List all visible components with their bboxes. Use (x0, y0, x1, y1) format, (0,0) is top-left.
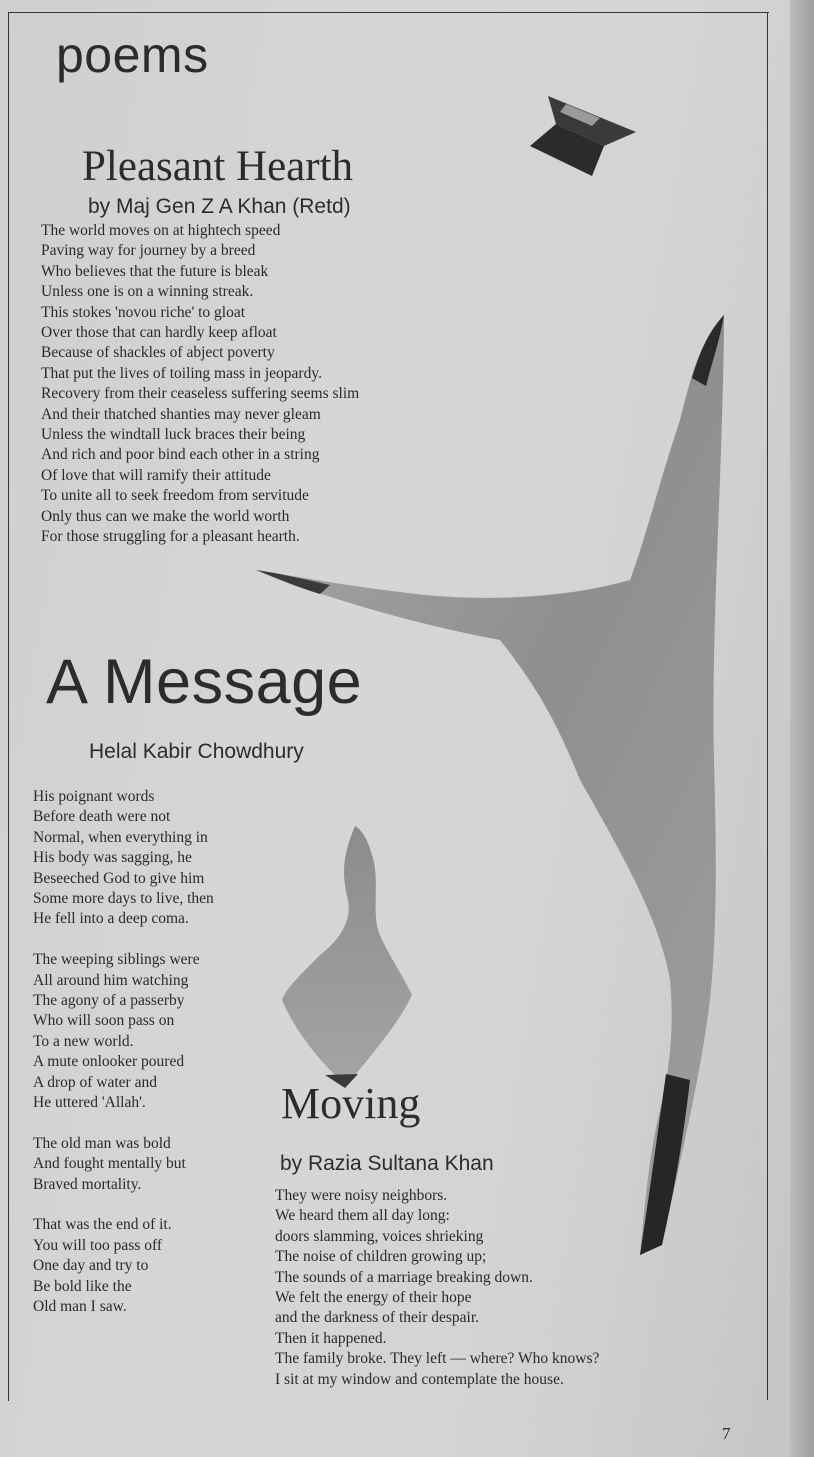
poem-line: Recovery from their ceaseless suffering seems slim (41, 385, 360, 403)
poem-line: We heard them all day long: (275, 1207, 450, 1225)
poem-byline-moving: by Razia Sultana Khan (280, 1152, 494, 1175)
poem-body-a-message (33, 787, 214, 1318)
poem-line: That was the end of it. (33, 1216, 172, 1234)
poem-line: Braved mortality. (33, 1175, 142, 1193)
poem-body-moving (275, 1186, 599, 1390)
poem-line: To unite all to seek freedom from servitude (41, 487, 309, 505)
poem-line: Old man I saw. (33, 1298, 127, 1316)
poem-body-pleasant-hearth (41, 221, 359, 548)
poem-line: The sounds of a marriage breaking down. (275, 1268, 533, 1286)
poem-line: And rich and poor bind each other in a string (41, 446, 320, 464)
poem-line: Normal, when everything in (33, 828, 208, 846)
poem-line: All around him watching (33, 971, 189, 989)
poem-line: To a new world. (33, 1032, 134, 1050)
poem-line: This stokes 'novou riche' to gloat (41, 303, 246, 321)
poem-title-pleasant-hearth: Pleasant Hearth (82, 143, 354, 190)
poem-line: Before death were not (33, 808, 171, 826)
poem-line: Some more days to live, then (33, 890, 214, 908)
poem-line: That put the lives of toiling mass in jeopardy. (41, 364, 322, 382)
poem-line: Only thus can we make the world worth (41, 507, 290, 525)
poem-line: Who will soon pass on (33, 1012, 175, 1030)
poem-line: The noise of children growing up; (275, 1248, 487, 1266)
poem-line: Who believes that the future is bleak (41, 262, 269, 280)
drop-shape (282, 826, 412, 1085)
poem-line: His body was sagging, he (33, 849, 192, 867)
stanza-gap (33, 1195, 214, 1215)
poem-line: The weeping siblings were (33, 951, 200, 969)
poem-line: We felt the energy of their hope (275, 1289, 472, 1307)
poem-line: Unless the windtall luck braces their being (41, 426, 306, 444)
poem-line: A drop of water and (33, 1073, 157, 1091)
poem-line: Beseeched God to give him (33, 869, 205, 887)
poem-title-moving: Moving (281, 1079, 421, 1128)
poem-line: One day and try to (33, 1257, 149, 1275)
page-number: 7 (722, 1424, 731, 1443)
poem-line: Be bold like the (33, 1277, 132, 1295)
poem-line: A mute onlooker poured (33, 1053, 185, 1071)
poem-line: The world moves on at hightech speed (41, 222, 281, 239)
poem-line: Because of shackles of abject poverty (41, 344, 275, 362)
poem-line: The family broke. They left — where? Who knows? (275, 1350, 600, 1368)
cap-shape-icon (530, 96, 636, 176)
poem-title-a-message: A Message (46, 647, 363, 717)
poem-line: For those struggling for a pleasant hearth. (41, 528, 300, 546)
poem-line: Of love that will ramify their attitude (41, 466, 271, 484)
poem-line: Then it happened. (275, 1329, 387, 1347)
poem-line: His poignant words (33, 788, 155, 805)
poem-line: And their thatched shanties may never gleam (41, 405, 321, 423)
poem-line: They were noisy neighbors. (275, 1187, 448, 1204)
poem-line: The agony of a passerby (33, 992, 185, 1010)
poem-line: You will too pass off (33, 1236, 163, 1254)
section-heading: poems (56, 27, 209, 83)
poem-line: The old man was bold (33, 1134, 171, 1152)
poem-line: and the darkness of their despair. (275, 1309, 480, 1327)
poem-line: doors slamming, voices shrieking (275, 1227, 484, 1245)
poem-line: Unless one is on a winning streak. (41, 283, 254, 301)
stanza-gap (33, 1113, 214, 1133)
poem-line: I sit at my window and contemplate the house. (275, 1370, 564, 1388)
poem-line: He fell into a deep coma. (33, 910, 189, 928)
poem-byline-a-message: Helal Kabir Chowdhury (89, 740, 304, 763)
poem-line: Paving way for journey by a breed (41, 242, 256, 260)
poem-byline-pleasant-hearth: by Maj Gen Z A Khan (Retd) (88, 195, 351, 218)
poem-line: And fought mentally but (33, 1155, 186, 1173)
stanza-gap (33, 930, 214, 950)
poem-line: Over those that can hardly keep afloat (41, 324, 277, 342)
poem-line: He uttered 'Allah'. (33, 1094, 146, 1112)
